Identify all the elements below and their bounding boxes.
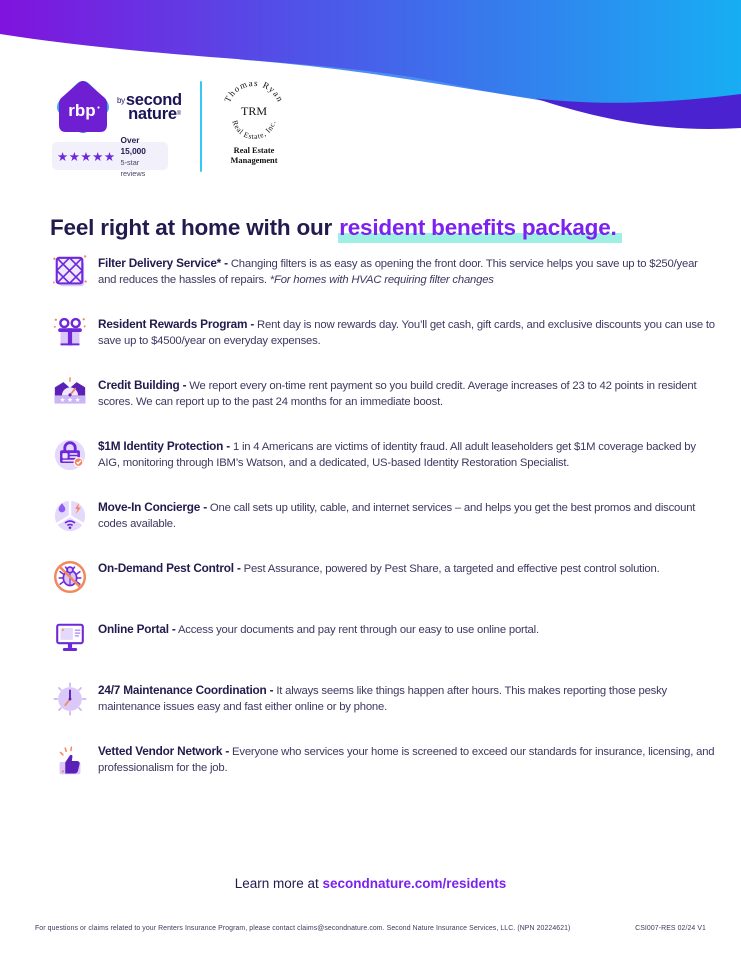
svg-text:★: ★ [59,396,66,405]
second-nature-wordmark [117,93,182,122]
thumbs-up-icon [52,742,88,778]
svg-text:Real Estate, Inc. [230,119,277,141]
benefit-text [98,500,716,534]
benefit-desc: One call sets up utility, cable, and internet services – and helps you get the best promos and discount codes available. [98,502,696,530]
stamp-center-text: TRM [240,104,268,118]
clock-icon [52,681,88,717]
benefit-item-maintenance [52,683,718,717]
logo-divider [200,81,202,172]
benefit-item-online-portal [52,622,718,656]
registered-mark: ® [176,111,181,117]
benefit-desc: We report every on-time rent payment so you build credit. Average increases of 23 to 42 points in resident scores. We can report up to the past 24 months for an immediate boost. [98,380,697,408]
reviews-label: 5-star reviews [120,158,146,178]
learn-more-prefix: Learn more at [234,876,319,891]
benefit-title: Filter Delivery Service* - [98,256,228,270]
benefit-item-filter-delivery [52,256,718,290]
reviews-badge [52,135,168,178]
fine-print-disclaimer: For questions or claims related to your Renters Insurance Program, please contact claims@secondnature.com. Second Nature Insurance Services, LLC. (NPN 20224621) [35,925,571,932]
benefit-desc: Changing filters is as easy as opening the front door. This service helps you save up to $250/year and reduces the hassles of repairs. [98,258,698,286]
benefit-title: Vetted Vendor Network - [98,744,230,758]
benefit-desc: It always seems like things happen after hours. This makes reporting those pesky maintenance issues easy and fast either online or by phone. [98,685,668,713]
benefit-item-rewards [52,317,718,351]
benefit-text [98,378,716,412]
stamp-caption-line2: Management [230,156,278,165]
rbp-logo [52,77,114,139]
headline-highlight: resident benefits package. [338,215,621,243]
reviews-count: Over 15,000 [120,135,146,156]
benefit-item-concierge [52,500,718,534]
identity-card-icon [52,437,88,473]
monitor-icon [52,620,88,656]
stamp-arc-top-text: Thomas Ryan [222,79,286,104]
gift-icon [52,315,88,351]
residents-link[interactable]: secondnature.com/residents [322,876,507,891]
svg-text:★: ★ [74,396,81,405]
benefit-text [98,622,716,656]
benefit-title: Online Portal - [98,622,176,636]
wordmark-by: by [117,96,125,105]
benefit-desc: Pest Assurance, powered by Pest Share, a targeted and effective pest control solution. [243,563,660,575]
stamp-arc-bottom-text: Real Estate, Inc. [230,119,278,142]
benefit-item-vendor-network [52,744,718,778]
svg-text:Thomas Ryan [222,79,286,104]
benefit-desc: Everyone who services your home is screened to exceed our standards for insurance, licensing, and professionalism for the job. [98,746,715,774]
wordmark-nature: nature [128,105,177,123]
benefits-list [52,256,718,805]
benefit-title: $1M Identity Protection - [98,439,230,453]
benefit-text [98,439,716,473]
benefit-item-pest-control [52,561,718,595]
fine-print [35,925,706,932]
benefit-desc: Rent day is now rewards day. You’ll get cash, gift cards, and exclusive discounts you can use to save up to $4500/year on everyday expenses. [98,319,715,347]
benefit-note: *For homes with HVAC requiring filter changes [269,273,494,286]
five-stars-icon: ★★★★★ [57,149,116,164]
no-pest-icon [52,559,88,595]
benefit-item-identity [52,439,718,473]
learn-more [0,876,741,891]
benefit-desc: Access your documents and pay rent through our easy to use online portal. [177,624,539,636]
document-code: CSI007-RES 02/24 V1 [635,925,706,932]
benefit-text [98,256,716,290]
rbp-badge-text: rbp [68,101,96,120]
svg-text:★: ★ [67,396,73,405]
utilities-pie-icon [52,498,88,534]
benefit-title: Resident Rewards Program - [98,317,255,331]
partner-stamp-logo [217,79,291,171]
wordmark-second: second [125,91,182,109]
reviews-text [121,134,163,178]
benefit-text [98,317,716,351]
benefit-title: On-Demand Pest Control - [98,561,241,575]
stamp-caption-line1: Real Estate [233,146,275,155]
air-filter-icon [52,254,88,290]
page-title [50,215,622,241]
benefit-text [98,683,716,717]
benefit-title: Credit Building - [98,378,187,392]
benefit-item-credit [52,378,718,412]
benefit-desc: 1 in 4 Americans are victims of identity fraud. All adult leaseholders get $1M coverage backed by AIG, monitoring through IBM’s Watson, and a dedicated, US-based Identity Restoration Specialist. [98,441,696,469]
headline-prefix: Feel right at home with our [50,215,333,241]
benefit-title: 24/7 Maintenance Coordination - [98,683,274,697]
credit-gauge-icon [52,376,88,412]
benefit-text [98,744,716,778]
benefit-text [98,561,716,595]
benefit-title: Move-In Concierge - [98,500,207,514]
